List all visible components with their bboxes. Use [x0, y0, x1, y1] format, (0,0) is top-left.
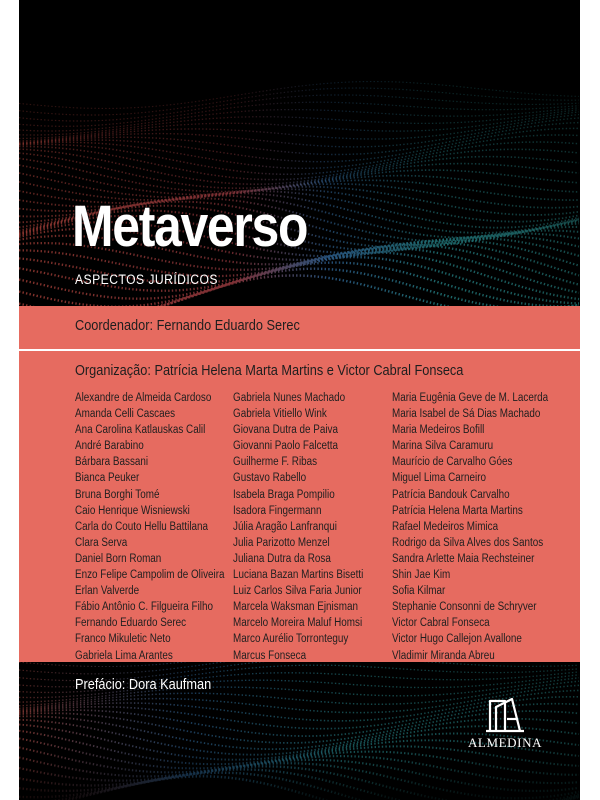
author-name: Vladimir Miranda Abreu	[392, 649, 495, 662]
author-name: Daniel Born Roman	[75, 552, 162, 565]
author-name: Patrícia Helena Marta Martins	[392, 504, 523, 517]
author-name: Isabela Braga Pompilio	[233, 488, 335, 501]
author-name: Marcelo Moreira Maluf Homsi	[233, 617, 363, 630]
book-subtitle: ASPECTOS JURÍDICOS	[75, 272, 218, 287]
author-name: Ana Carolina Katlauskas Calil	[75, 424, 206, 437]
author-name: Patrícia Bandouk Carvalho	[392, 488, 510, 501]
coordinator-line: Coordenador: Fernando Eduardo Serec	[75, 318, 300, 334]
author-name: Stephanie Consonni de Schryver	[392, 601, 537, 614]
author-name: Maria Eugênia Geve de M. Lacerda	[392, 392, 549, 404]
author-name: Bruna Borghi Tomé	[75, 488, 160, 501]
author-name: Marco Aurélio Torronteguy	[233, 633, 349, 646]
authors-column-3	[392, 390, 574, 664]
author-name: Bárbara Bassani	[75, 456, 149, 469]
author-name: Miguel Lima Carneiro	[392, 472, 486, 485]
author-name: Gustavo Rabello	[233, 472, 307, 485]
author-name: Rodrigo da Silva Alves dos Santos	[392, 536, 544, 549]
author-name: Enzo Felipe Campolim de Oliveira	[75, 569, 225, 582]
book-title: Metaverso	[72, 194, 308, 259]
author-name: Bianca Peuker	[75, 472, 140, 485]
author-name: Giovana Dutra de Paiva	[233, 424, 339, 437]
author-name: Giovanni Paolo Falcetta	[233, 440, 339, 453]
author-name: Sofia Kilmar	[392, 585, 446, 598]
author-name: Marcus Fonseca	[233, 649, 307, 662]
author-name: Guilherme F. Ribas	[233, 456, 318, 469]
author-name: Amanda Celli Cascaes	[75, 408, 176, 421]
author-name: Marina Silva Caramuru	[392, 440, 494, 453]
author-name: Rafael Medeiros Mimica	[392, 520, 499, 533]
author-name: Isadora Fingermann	[233, 504, 322, 517]
author-name: Clara Serva	[75, 536, 128, 549]
author-name: Gabriela Vitiello Wink	[233, 408, 327, 421]
author-name: Juliana Dutra da Rosa	[233, 552, 331, 565]
author-name: Victor Cabral Fonseca	[392, 617, 490, 630]
author-name: Franco Mikuletic Neto	[75, 633, 171, 646]
authors-column-2	[233, 390, 385, 664]
contributors-band	[19, 306, 580, 662]
author-name: Luiz Carlos Silva Faria Junior	[233, 585, 362, 598]
author-name: Marcela Waksman Ejnisman	[233, 601, 358, 614]
author-name: Luciana Bazan Martins Bisetti	[233, 569, 364, 582]
publisher-name: ALMEDINA	[467, 735, 543, 750]
author-name: Julia Parizotto Menzel	[233, 536, 330, 549]
author-name: Sandra Arlette Maia Rechsteiner	[392, 552, 535, 565]
author-name: Victor Hugo Callejon Avallone	[392, 633, 522, 646]
publisher-logo	[460, 695, 550, 757]
author-name: Erlan Valverde	[75, 585, 140, 598]
publisher-emblem-icon	[460, 695, 550, 735]
author-name: Caio Henrique Wisniewski	[75, 504, 190, 517]
author-name: Júlia Aragão Lanfranqui	[233, 520, 337, 533]
author-name: Maria Medeiros Bofill	[392, 424, 485, 437]
author-name: Gabriela Nunes Machado	[233, 392, 346, 404]
wave-art-top	[19, 0, 580, 310]
author-name: Maurício de Carvalho Góes	[392, 456, 513, 469]
authors-column-1	[75, 390, 249, 664]
author-name: André Barabino	[75, 440, 144, 453]
band-divider	[19, 349, 580, 351]
author-name: Fábio Antônio C. Filgueira Filho	[75, 601, 213, 614]
author-name: Fernando Eduardo Serec	[75, 617, 187, 630]
organization-line: Organização: Patrícia Helena Marta Martins e Victor Cabral Fonseca	[75, 363, 464, 379]
author-name: Carla do Couto Hellu Battilana	[75, 520, 209, 533]
book-cover	[19, 0, 580, 800]
author-name: Shin Jae Kim	[392, 569, 451, 582]
author-name: Gabriela Lima Arantes	[75, 649, 173, 662]
preface-line: Prefácio: Dora Kaufman	[75, 677, 212, 693]
author-name: Maria Isabel de Sá Dias Machado	[392, 408, 541, 421]
author-name: Alexandre de Almeida Cardoso	[75, 392, 212, 404]
